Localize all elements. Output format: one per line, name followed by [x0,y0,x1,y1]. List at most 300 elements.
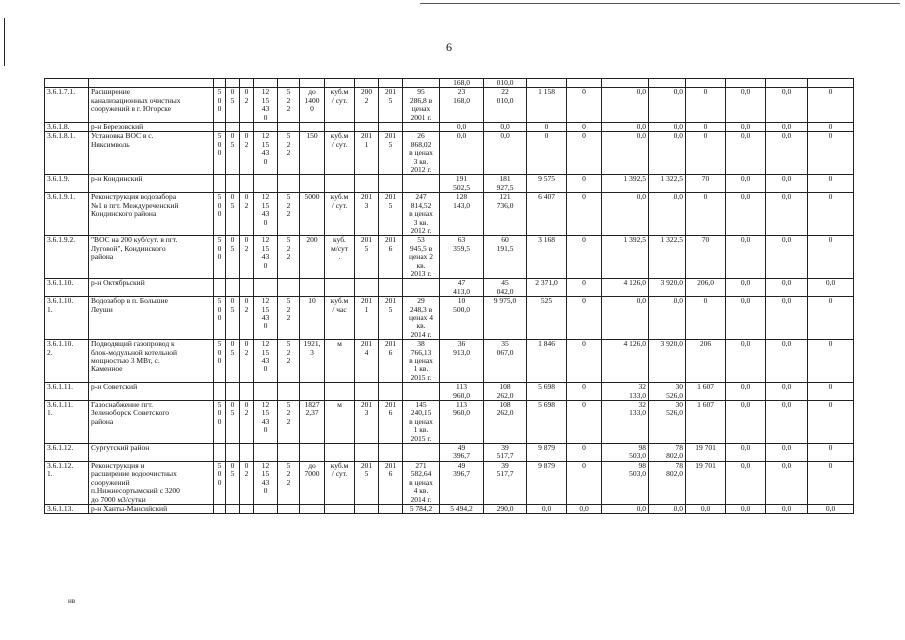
cell-c2: 0 5 [226,88,240,123]
cell-v5 [602,79,649,88]
cell-unit: куб.м / сут. [325,193,355,236]
cell-unit [325,444,355,462]
cell-c2: 0 5 [226,297,240,340]
cell-v8: 0,0 [726,175,766,193]
cell-v6: 1 322,5 [649,236,686,279]
cell-v9: 0,0 [766,383,808,401]
cell-c1: 5 0 0 [214,193,226,236]
cell-v5: 0,0 [602,132,649,175]
cell-c5 [278,279,300,297]
cell-v9: 0,0 [766,88,808,123]
scan-left-mark [4,18,5,66]
cell-cost: 5 784,2 [403,504,440,513]
cell-c3: 0 2 [240,401,254,444]
cell-cost: 53 945,5 в ценах 2 кв. 2013 г. [403,236,440,279]
cell-v5: 4 126,0 [602,279,649,297]
cell-v2: 108 262,0 [484,401,527,444]
cell-v6: 1 322,5 [649,175,686,193]
cell-cap: 150 [300,132,325,175]
cell-y2: 201 5 [379,297,403,340]
cell-name: р-н Ханты-Мансийский [89,504,214,513]
cell-v5: 1 392,5 [602,175,649,193]
cell-v6: 0,0 [649,193,686,236]
cell-c4: 12 15 43 0 [254,401,278,444]
cell-v10: 0 [808,340,854,383]
cell-c5 [278,504,300,513]
cell-v2: 290,0 [484,504,527,513]
cell-y2 [379,504,403,513]
cell-v6: 0,0 [649,297,686,340]
cell-v9: 0,0 [766,340,808,383]
cell-v3: 1 158 [527,88,567,123]
cell-y1 [355,444,379,462]
cell-v7: 19 701 [686,461,726,504]
table-body [45,79,854,514]
cell-y1: 200 2 [355,88,379,123]
cell-c2: 0 5 [226,236,240,279]
cell-v6: 0,0 [649,132,686,175]
cell-c2 [226,123,240,132]
cell-code [45,79,89,88]
cell-code: 3.6.1.11. [45,383,89,401]
cell-y1: 201 1 [355,132,379,175]
cell-v1: 5 494,2 [440,504,484,513]
cell-name: Установка ВОС в с. Няксимволь [89,132,214,175]
cell-c5: 5 2 2 [278,340,300,383]
cell-c5: 5 2 2 [278,461,300,504]
cell-v8: 0,0 [726,504,766,513]
cell-y1: 201 1 [355,297,379,340]
cell-c3 [240,79,254,88]
cell-v2: 35 067,0 [484,340,527,383]
cell-v5: 32 133,0 [602,383,649,401]
cell-v2: 39 517,7 [484,444,527,462]
cell-v5: 32 133,0 [602,401,649,444]
cell-c2: 0 5 [226,461,240,504]
cell-v4: 0 [567,123,602,132]
cell-v3: 3 168 [527,236,567,279]
cell-c5: 5 2 2 [278,88,300,123]
cell-unit: м [325,401,355,444]
cell-v3: 9 879 [527,461,567,504]
cell-unit [325,383,355,401]
table-row [45,383,854,401]
cell-c1 [214,79,226,88]
table-row [45,340,854,383]
cell-c2 [226,444,240,462]
cell-cost [403,175,440,193]
cell-unit [325,279,355,297]
cell-v6: 30 526,0 [649,383,686,401]
cell-v7: 19 701 [686,444,726,462]
cell-v7 [686,79,726,88]
cell-code: 3.6.1.12. 1. [45,461,89,504]
cell-v9: 0,0 [766,236,808,279]
cell-v4: 0 [567,444,602,462]
cell-code: 3.6.1.8.1. [45,132,89,175]
cell-v5: 0,0 [602,504,649,513]
cell-cap [300,279,325,297]
cell-unit [325,79,355,88]
cell-c1: 5 0 0 [214,236,226,279]
cell-cost [403,123,440,132]
table-row [45,132,854,175]
cell-v4 [567,79,602,88]
cell-v9: 0,0 [766,193,808,236]
cell-v8: 0,0 [726,193,766,236]
cell-v5: 4 126,0 [602,340,649,383]
cell-v3: 9 879 [527,444,567,462]
cell-v1: 191 502,5 [440,175,484,193]
cell-c5 [278,79,300,88]
cell-v8: 0,0 [726,461,766,504]
cell-c2 [226,175,240,193]
cell-v7: 0 [686,297,726,340]
cell-c2 [226,383,240,401]
cell-cap: 10 [300,297,325,340]
cell-v5: 98 503,0 [602,461,649,504]
cell-v6: 78 802,0 [649,461,686,504]
cell-v7: 206,0 [686,279,726,297]
cell-y2 [379,79,403,88]
cell-v10: 0 [808,401,854,444]
cell-v10: 0,0 [808,504,854,513]
cell-v6: 78 802,0 [649,444,686,462]
cell-v4: 0 [567,461,602,504]
cell-v10: 0 [808,132,854,175]
cell-v6: 0,0 [649,123,686,132]
cell-c2 [226,504,240,513]
cell-unit [325,504,355,513]
cell-cost: 26 868,02 в ценах 3 кв. 2012 г. [403,132,440,175]
cell-y2 [379,175,403,193]
cell-v1: 23 168,0 [440,88,484,123]
cell-v8: 0,0 [726,340,766,383]
cell-name: Подводящий газопровод к блок-модульной котельной мощностью 3 МВт, с. Каменное [89,340,214,383]
cell-v6: 3 920,0 [649,279,686,297]
cell-c2: 0 5 [226,132,240,175]
cell-v1: 113 960,0 [440,401,484,444]
cell-v9: 0,0 [766,297,808,340]
cell-v7: 206 [686,340,726,383]
cell-v10: 0 [808,461,854,504]
cell-v1: 128 143,0 [440,193,484,236]
table-row [45,79,854,88]
table-row [45,297,854,340]
cell-v2: 0,0 [484,132,527,175]
cell-cap: до 1400 0 [300,88,325,123]
cell-v6: 3 920,0 [649,340,686,383]
cell-code: 3.6.1.7.1. [45,88,89,123]
cell-y2: 201 5 [379,88,403,123]
cell-v7: 0 [686,88,726,123]
cell-cap [300,175,325,193]
cell-c4: 12 15 43 0 [254,88,278,123]
cell-c3: 0 2 [240,88,254,123]
cell-c2 [226,279,240,297]
cell-c3 [240,123,254,132]
cell-unit [325,123,355,132]
cell-v4: 0 [567,383,602,401]
cell-c3 [240,444,254,462]
cell-y2 [379,383,403,401]
cell-unit [325,175,355,193]
cell-v5: 0,0 [602,193,649,236]
cell-c4 [254,79,278,88]
table-row [45,504,854,513]
cell-v2: 60 191,5 [484,236,527,279]
cell-c5: 5 2 2 [278,297,300,340]
cell-code: 3.6.1.10. 1. [45,297,89,340]
cell-v9: 0,0 [766,504,808,513]
cell-code: 3.6.1.10. 2. [45,340,89,383]
cell-unit: куб.м / сут. [325,88,355,123]
cell-v3: 0,0 [527,504,567,513]
cell-cap: 200 [300,236,325,279]
cell-y1 [355,79,379,88]
cell-c3: 0 2 [240,132,254,175]
cell-v10: 0 [808,175,854,193]
cell-y1 [355,383,379,401]
cell-c5: 5 2 2 [278,193,300,236]
cell-v7: 0 [686,132,726,175]
cell-v10: 0 [808,193,854,236]
cell-v9: 0,0 [766,175,808,193]
cell-c3 [240,504,254,513]
cell-v6: 0,0 [649,504,686,513]
cell-name: "ВОС на 200 куб/сут. в пгт. Луговой", Кондинского района [89,236,214,279]
cell-c1: 5 0 0 [214,297,226,340]
cell-v1: 49 396,7 [440,461,484,504]
cell-c3 [240,279,254,297]
cell-cost [403,444,440,462]
cell-v8: 0,0 [726,444,766,462]
cell-v6: 0,0 [649,88,686,123]
cell-c2 [226,79,240,88]
cell-v9 [766,79,808,88]
cell-v7: 0,0 [686,504,726,513]
cell-y1: 201 3 [355,401,379,444]
cell-v10: 0 [808,383,854,401]
cell-y2: 201 6 [379,461,403,504]
cell-unit: куб. м/сут . [325,236,355,279]
cell-c4 [254,504,278,513]
cell-c5 [278,175,300,193]
cell-cost: 38 766,13 в ценах 1 кв. 2015 г. [403,340,440,383]
cell-y2: 201 6 [379,236,403,279]
cell-cap [300,444,325,462]
cell-c1: 5 0 0 [214,340,226,383]
cell-y2: 201 5 [379,193,403,236]
table-row [45,401,854,444]
cell-c4: 12 15 43 0 [254,193,278,236]
table-row [45,444,854,462]
table-row [45,193,854,236]
cell-c1 [214,123,226,132]
cell-v7: 70 [686,236,726,279]
cell-v10: 0 [808,236,854,279]
cell-v4: 0 [567,132,602,175]
scan-top-rule [420,3,900,4]
cell-c3: 0 2 [240,340,254,383]
cell-cap: 1921, 3 [300,340,325,383]
cell-v6 [649,79,686,88]
cell-cost: 271 582,64 в ценах 4 кв. 2014 г. [403,461,440,504]
cell-c4 [254,383,278,401]
cell-cost: 29 248,3 в ценах 4 кв. 2014 г. [403,297,440,340]
cell-cap [300,383,325,401]
cell-v10: 0,0 [808,279,854,297]
cell-c4 [254,279,278,297]
cell-v3: 9 575 [527,175,567,193]
cell-v2: 22 010,0 [484,88,527,123]
cell-cap [300,79,325,88]
cell-v8: 0,0 [726,297,766,340]
cell-c1 [214,444,226,462]
cell-v1: 36 913,0 [440,340,484,383]
cell-c5: 5 2 2 [278,132,300,175]
cell-v3: 5 698 [527,401,567,444]
cell-cap: до 7000 [300,461,325,504]
cell-v2: 121 736,0 [484,193,527,236]
cell-name [89,79,214,88]
cell-code: 3.6.1.11. 1. [45,401,89,444]
cell-v8: 0,0 [726,123,766,132]
cell-v3: 2 371,0 [527,279,567,297]
cell-c4: 12 15 43 0 [254,132,278,175]
cell-v8: 0,0 [726,88,766,123]
cell-cost [403,279,440,297]
cell-v7: 0 [686,123,726,132]
cell-v9: 0,0 [766,123,808,132]
cell-c2: 0 5 [226,340,240,383]
cell-v4: 0 [567,279,602,297]
cell-name: Реконструкция водозабора №1 в пгт. Междуреченский Кондинского района [89,193,214,236]
cell-name: р-н Советский [89,383,214,401]
cell-c4: 12 15 43 0 [254,340,278,383]
cell-code: 3.6.1.8. [45,123,89,132]
cell-v1: 49 396,7 [440,444,484,462]
cell-v8: 0,0 [726,132,766,175]
cell-c3: 0 2 [240,461,254,504]
cell-y1: 201 5 [355,461,379,504]
cell-v4: 0 [567,175,602,193]
cell-unit: куб.м / сут. [325,461,355,504]
cell-v3: 6 407 [527,193,567,236]
cell-v2: 010,0 [484,79,527,88]
cell-v1: 0,0 [440,132,484,175]
cell-code: 3.6.1.9.2. [45,236,89,279]
cell-c4 [254,444,278,462]
cell-v7: 1 607 [686,401,726,444]
cell-y2 [379,123,403,132]
cell-c3: 0 2 [240,297,254,340]
cell-v3: 1 846 [527,340,567,383]
cell-name: р-н Березовский [89,123,214,132]
cell-name: Расширение канализационных очистных сооружений в г. Югорске [89,88,214,123]
cell-y2: 201 6 [379,340,403,383]
cell-cap: 5000 [300,193,325,236]
table-row [45,461,854,504]
cell-v5: 0,0 [602,297,649,340]
cell-v2: 9 975,0 [484,297,527,340]
cell-v7: 0 [686,193,726,236]
cell-v4: 0 [567,88,602,123]
cell-v9: 0,0 [766,444,808,462]
cell-y2: 201 6 [379,401,403,444]
cell-v8: 0,0 [726,236,766,279]
cell-v1: 10 500,0 [440,297,484,340]
cell-v6: 30 526,0 [649,401,686,444]
cell-c4 [254,175,278,193]
footer-mark: нв [68,597,76,605]
page-number: 6 [446,40,452,54]
cell-v4: 0 [567,297,602,340]
cell-name: Реконструкция и расширение водоочистных сооружений п.Нижнесортымский с 3200 до 7000 м3/сутки [89,461,214,504]
cell-c2: 0 5 [226,193,240,236]
cell-v5: 0,0 [602,123,649,132]
cell-v9: 0,0 [766,132,808,175]
cell-y1 [355,279,379,297]
cell-v2: 108 262,0 [484,383,527,401]
cell-y1: 201 4 [355,340,379,383]
cell-cost: 247 814,52 в ценах 3 кв. 2012 г. [403,193,440,236]
cell-v8 [726,79,766,88]
cell-v1: 0,0 [440,123,484,132]
program-table [44,78,854,514]
table-row [45,88,854,123]
cell-name: р-н Октябрьский [89,279,214,297]
cell-c3 [240,175,254,193]
cell-name: Газоснабжение пгт. Зеленоборск Советского района [89,401,214,444]
cell-v3: 0 [527,132,567,175]
cell-v4: 0,0 [567,504,602,513]
cell-v1: 47 413,0 [440,279,484,297]
cell-code: 3.6.1.9. [45,175,89,193]
cell-v10 [808,79,854,88]
cell-code: 3.6.1.10. [45,279,89,297]
cell-c4: 12 15 43 0 [254,461,278,504]
cell-unit: куб.м / сут. [325,132,355,175]
cell-c5: 5 2 2 [278,401,300,444]
cell-cost: 145 240,15 в ценах 1 кв. 2015 г. [403,401,440,444]
cell-y2 [379,444,403,462]
cell-v4: 0 [567,340,602,383]
cell-c3 [240,383,254,401]
cell-c5: 5 2 2 [278,236,300,279]
cell-c1 [214,175,226,193]
cell-name: р-н Кондинский [89,175,214,193]
cell-v5: 98 503,0 [602,444,649,462]
cell-v10: 0 [808,88,854,123]
cell-c1 [214,383,226,401]
table-row [45,236,854,279]
cell-cost: 95 286,8 в ценах 2001 г. [403,88,440,123]
cell-v3 [527,79,567,88]
cell-v9: 0,0 [766,279,808,297]
cell-v9: 0,0 [766,401,808,444]
table-row [45,279,854,297]
cell-c3: 0 2 [240,236,254,279]
cell-c1: 5 0 0 [214,401,226,444]
cell-c3: 0 2 [240,193,254,236]
cell-v10: 0 [808,297,854,340]
cell-v4: 0 [567,236,602,279]
cell-code: 3.6.1.9.1. [45,193,89,236]
cell-v4: 0 [567,193,602,236]
cell-c1 [214,279,226,297]
cell-v3: 525 [527,297,567,340]
